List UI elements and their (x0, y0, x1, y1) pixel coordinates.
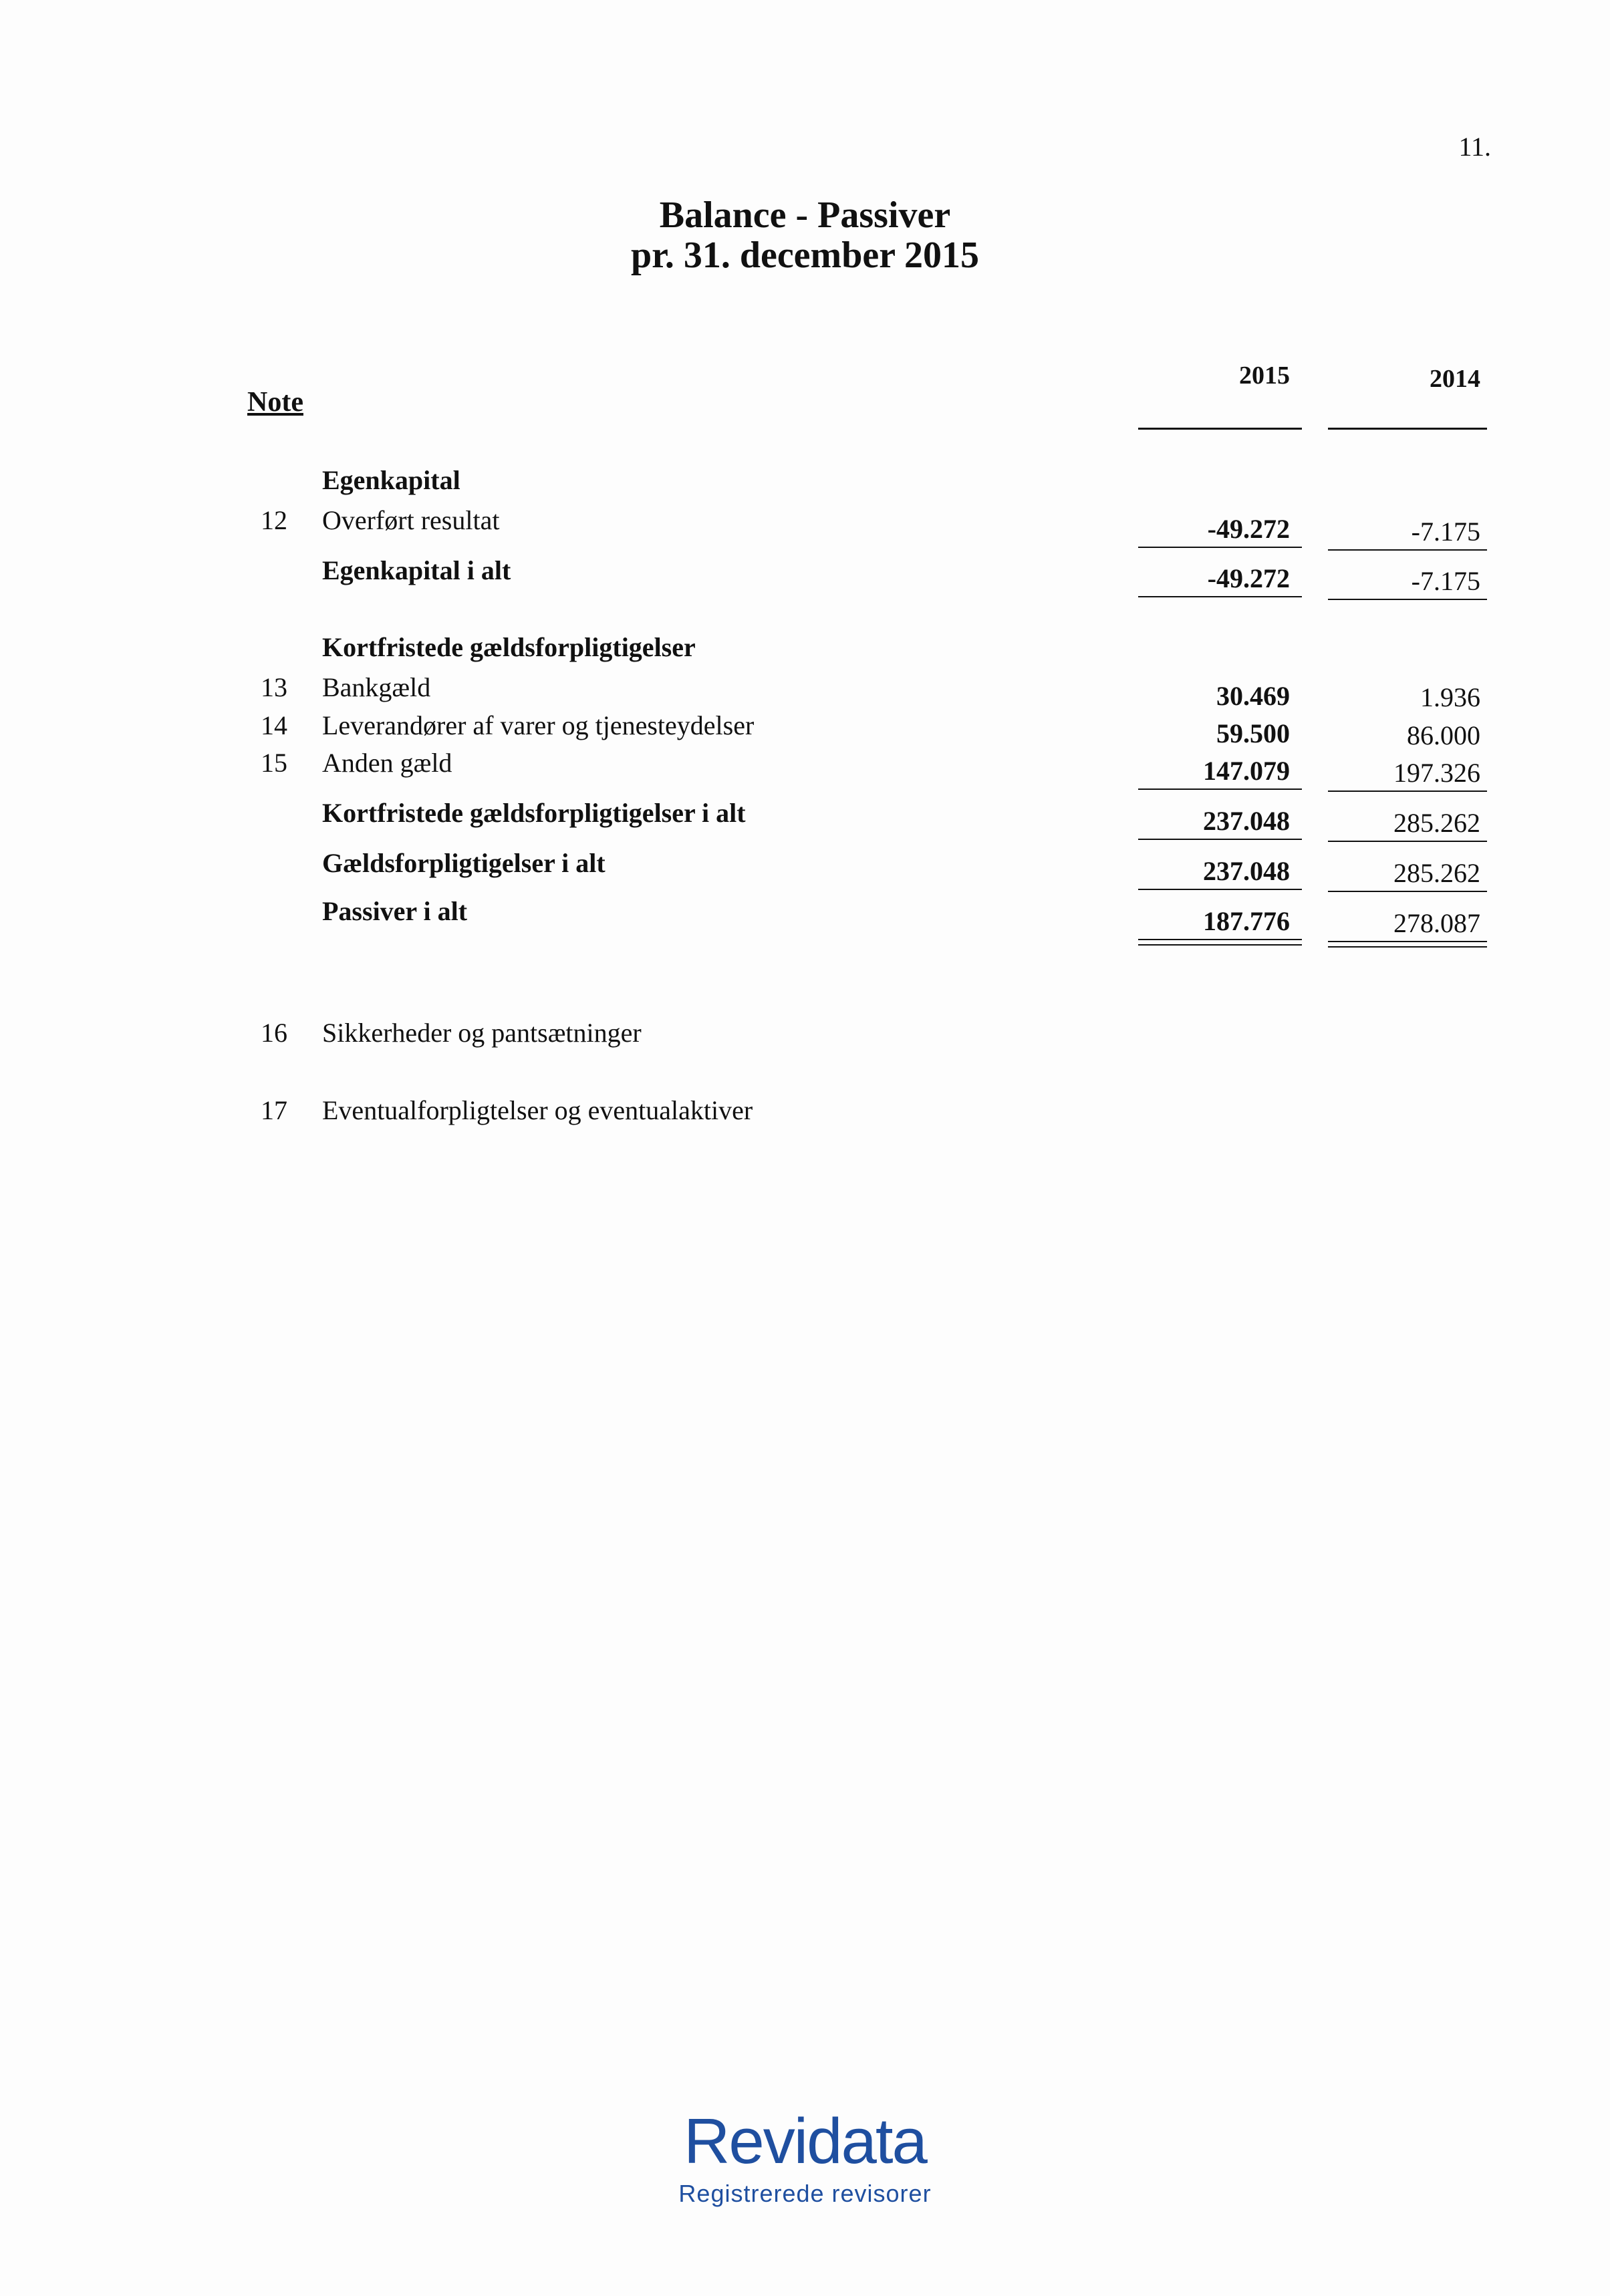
revidata-tagline: Registrerede revisorer (678, 2180, 932, 2207)
note-ref: 14 (261, 710, 287, 740)
row-label-anden-gaeld: Anden gæld (322, 748, 452, 778)
value-2014-bankgaeld: 1.936 (1420, 682, 1480, 712)
page-subtitle: pr. 31. december 2015 (630, 235, 980, 276)
value-2015-bankgaeld: 30.469 (1216, 681, 1290, 711)
header-rule-2014 (1328, 428, 1487, 430)
note-ref: 15 (261, 748, 287, 778)
value-2015-passiver-i-alt: 187.776 (1203, 906, 1290, 936)
page-title: Balance - Passiver (659, 194, 951, 236)
value-2014-gaeldsforpligtigelser-i-alt: 285.262 (1393, 858, 1480, 888)
value-2014-leverandorer: 86.000 (1407, 720, 1480, 750)
value-2015-kortfristede-i-alt: 237.048 (1203, 806, 1290, 836)
note-ref: 16 (261, 1018, 287, 1048)
year-header-2014: 2014 (1430, 365, 1480, 393)
sum-rule-2014 (1328, 841, 1487, 842)
year-header-2015: 2015 (1239, 362, 1290, 390)
sum-rule-2014 (1328, 599, 1487, 600)
value-2014-overfort-resultat: -7.175 (1411, 517, 1480, 547)
value-2015-anden-gaeld: 147.079 (1203, 756, 1290, 786)
row-label-bankgaeld: Bankgæld (322, 672, 431, 702)
sum-rule-2014 (1328, 791, 1487, 792)
header-rule-2015 (1138, 428, 1302, 430)
value-2014-egenkapital-i-alt: -7.175 (1411, 566, 1480, 596)
note-ref: 12 (261, 505, 287, 535)
row-label-gaeldsforpligtigelser-i-alt: Gældsforpligtigelser i alt (322, 848, 606, 878)
row-label-kortfristede-i-alt: Kortfristede gældsforpligtigelser i alt (322, 798, 746, 828)
sum-rule-2015 (1138, 547, 1302, 548)
sum-rule-2015 (1138, 889, 1302, 890)
page-number: 11. (1458, 132, 1491, 162)
sum-rule-2015 (1138, 839, 1302, 840)
value-2015-gaeldsforpligtigelser-i-alt: 237.048 (1203, 856, 1290, 886)
value-2015-overfort-resultat: -49.272 (1207, 514, 1290, 544)
row-label-leverandorer: Leverandører af varer og tjenesteydelser (322, 710, 755, 740)
sum-rule-2014 (1328, 549, 1487, 551)
note-ref: 17 (261, 1095, 287, 1125)
section-heading-egenkapital: Egenkapital (322, 465, 460, 495)
double-rule-2014 (1328, 946, 1487, 948)
value-2014-kortfristede-i-alt: 285.262 (1393, 808, 1480, 838)
value-2015-leverandorer: 59.500 (1216, 718, 1290, 748)
note-ref: 13 (261, 672, 287, 702)
note-label-eventualforpligtelser: Eventualforpligtelser og eventualaktiver (322, 1095, 753, 1125)
double-rule-2015 (1138, 944, 1302, 946)
value-2014-anden-gaeld: 197.326 (1393, 758, 1480, 788)
note-column-header: Note (247, 387, 303, 418)
row-label-passiver-i-alt: Passiver i alt (322, 896, 468, 926)
sum-rule-2014 (1328, 891, 1487, 892)
row-label-egenkapital-i-alt: Egenkapital i alt (322, 555, 511, 585)
revidata-logo: Revidata (684, 2106, 926, 2177)
note-label-sikkerheder: Sikkerheder og pantsætninger (322, 1018, 642, 1048)
value-2015-egenkapital-i-alt: -49.272 (1207, 563, 1290, 593)
section-heading-kortfristede: Kortfristede gældsforpligtigelser (322, 632, 696, 662)
row-label-overfort-resultat: Overført resultat (322, 505, 500, 535)
sum-rule-2015 (1138, 596, 1302, 597)
sum-rule-2015 (1138, 788, 1302, 790)
double-rule-2015 (1138, 939, 1302, 940)
value-2014-passiver-i-alt: 278.087 (1393, 908, 1480, 938)
double-rule-2014 (1328, 941, 1487, 942)
